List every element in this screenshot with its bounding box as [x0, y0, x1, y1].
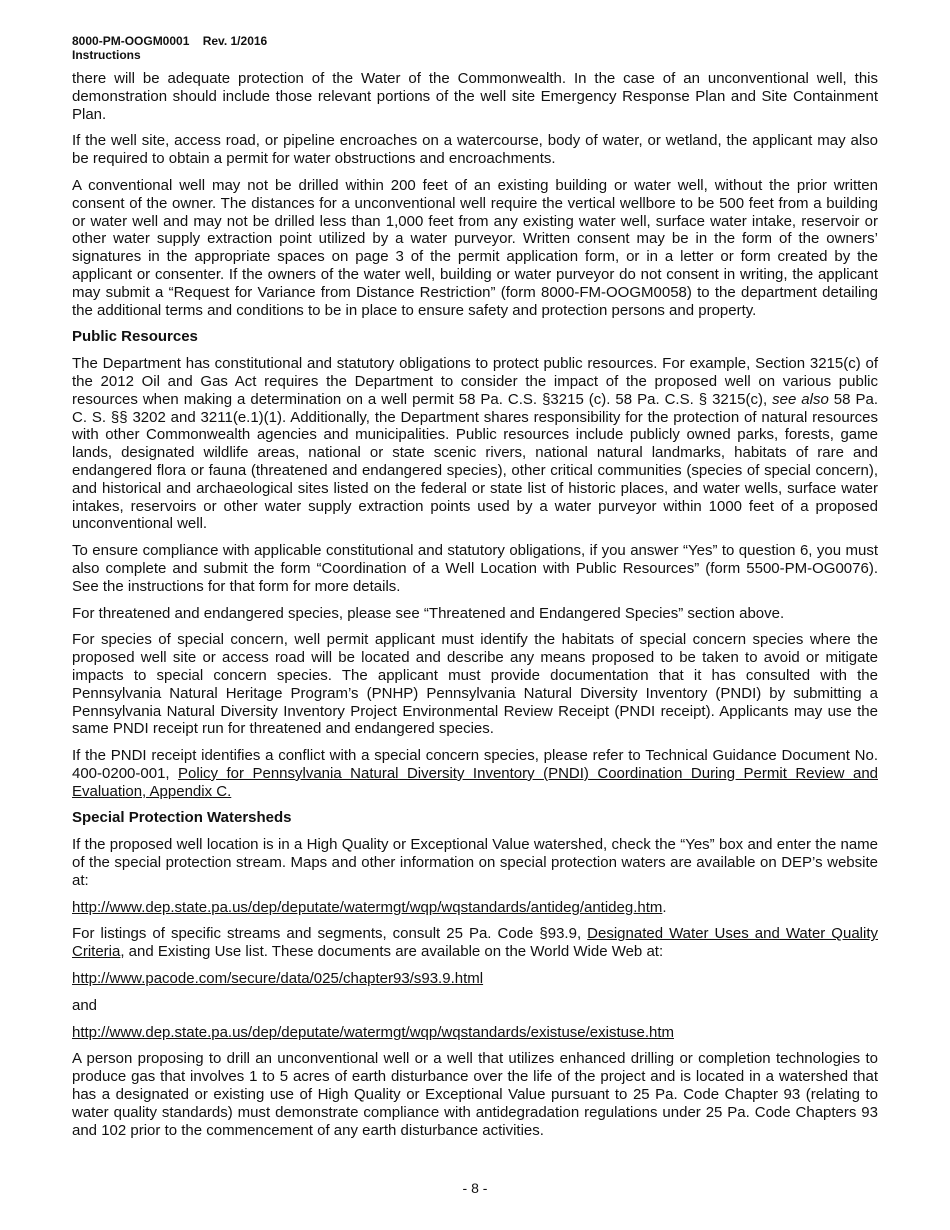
document-body	[72, 70, 878, 1148]
document-header	[72, 34, 267, 62]
paragraph-special-concern: For species of special concern, well permit applicant must identify the habitats of special concern species where the proposed well site or access road will be located and describe any means proposed to be taken to avoid or mitigate impacts to special concern species. The applicant must provide documentation that it has consulted with the Pennsylvania Natural Heritage Program’s (PNHP) Pennsylvania Natural Diversity Inventory (PNDI) by submitting a Pennsylvania Natural Diversity Inventory Project Environmental Review Receipt (PNDI receipt). Applicants may use the same PNDI receipt run for threatened and endangered species.	[72, 631, 878, 738]
page-number: - 8 -	[462, 1180, 488, 1196]
antideg-link-period: .	[662, 898, 667, 916]
heading-special-protection-watersheds: Special Protection Watersheds	[72, 809, 292, 827]
paragraph-compliance: To ensure compliance with applicable constitutional and statutory obligations, if you answer “Yes” to question 6, you must also complete and submit the form “Coordination of a Well Location with Public Resources” (form 5500-PM-OG0076). See the instructions for that form for more details.	[72, 542, 878, 595]
see-also-emphasis: see also	[772, 390, 829, 408]
antideg-url-line	[72, 899, 878, 917]
paragraph-distance-restrictions: A conventional well may not be drilled within 200 feet of an existing building or water well, without the prior written consent of the owner. The distances for a unconventional well require the vertical wellbore to be 500 feet from a building or water well and may not be drilled less than 1,000 feet from any existing water well, surface water intake, reservoir or other water supply extraction point utilized by a water purveyor. Written consent may be in the form of the owners’ signatures in the appropriate spaces on page 3 of the permit application form, or in a letter or form created by the applicant or consenter. If the owners of the water well, building or water purveyor do not consent in writing, the applicant may submit a “Request for Variance from Distance Restriction” (form 8000-FM-OOGM0058) to the department detailing the additional terms and conditions to be in place to ensure safety and protection persons and property.	[72, 176, 878, 319]
paragraph-stream-listings	[72, 925, 878, 961]
stream-listings-text-b: , and Existing Use list. These documents are available on the World Wide Web at:	[120, 943, 664, 961]
pndi-policy-link[interactable]: Policy for Pennsylvania Natural Diversity Inventory (PNDI) Coordination During Permit Review and Evaluation, Appendix C.	[72, 764, 878, 800]
pacode-url-line	[72, 970, 878, 988]
paragraph-encroachments: If the well site, access road, or pipeline encroaches on a watercourse, body of water, or wetland, the applicant may also be required to obtain a permit for water obstructions and encroachments.	[72, 132, 878, 168]
existuse-link[interactable]: http://www.dep.state.pa.us/dep/deputate/watermgt/wqp/wqstandards/existuse/existuse.htm	[72, 1023, 674, 1041]
paragraph-watershed: If the proposed well location is in a High Quality or Exceptional Value watershed, check the “Yes” box and enter the name of the special protection stream. Maps and other information on special protection waters are available on DEP’s website at:	[72, 836, 878, 889]
section-label: Instructions	[72, 48, 141, 62]
and-text: and	[72, 996, 98, 1014]
heading-public-resources: Public Resources	[72, 328, 198, 346]
paragraph-pndi-conflict	[72, 747, 878, 800]
existuse-url-line	[72, 1024, 878, 1042]
paragraph-water-protection: there will be adequate protection of the Water of the Commonwealth. In the case of an unconventional well, this demonstration should include those relevant portions of the well site Emergency Response Plan and Site Containment Plan.	[72, 70, 878, 123]
form-number: 8000-PM-OOGM0001 Rev. 1/2016	[72, 34, 268, 48]
paragraph-public-resources	[72, 355, 878, 533]
pndi-conflict-text: If the PNDI receipt identifies a conflict with a special concern species, please refer to Technical Guidance Document No. 400-0200-001,	[72, 747, 878, 782]
public-resources-text-a: The Department has constitutional and statutory obligations to protect public resources. For example, Section 3215(c) of the 2012 Oil and Gas Act requires the Department to consider the impact of the proposed well on various public resources when making a determination on a well permit 58 Pa. C.S. §3215 (c). 58 Pa. C.S. § 3215(c),	[72, 355, 878, 408]
antideg-link[interactable]: http://www.dep.state.pa.us/dep/deputate/watermgt/wqp/wqstandards/antideg/antideg.htm	[72, 898, 663, 916]
stream-listings-text-a: For listings of specific streams and segments, consult 25 Pa. Code §93.9,	[72, 925, 588, 943]
paragraph-threatened-species: For threatened and endangered species, please see “Threatened and Endangered Species” section above.	[72, 604, 785, 622]
paragraph-antidegradation: A person proposing to drill an unconventional well or a well that utilizes enhanced drilling or completion technologies to produce gas that involves 1 to 5 acres of earth disturbance over the life of the project and is located in a watershed that has a designated or existing use of High Quality or Exceptional Value pursuant to 25 Pa. Code Chapter 93 (relating to water quality standards) must demonstrate compliance with antidegradation regulations under 25 Pa. Code Chapters 93 and 102 prior to the commencement of any earth disturbance activities.	[72, 1050, 878, 1139]
designated-water-uses-link[interactable]: Designated Water Uses and Water Quality Criteria	[72, 925, 878, 961]
pacode-link[interactable]: http://www.pacode.com/secure/data/025/chapter93/s93.9.html	[72, 970, 484, 988]
public-resources-text-b: 58 Pa. C. S. §§ 3202 and 3211(e.1)(1). Additionally, the Department shares responsibility for the protection of natural resources with other Commonwealth agencies and municipalities. Public resources include publicly owned parks, forests, game lands, designated wildlife areas, national or state scenic rivers, national natural landmarks, habitats of rare and endangered flora or fauna (threatened and endangered species), other critical communities (species of special concern), and historical and archaeological sites listed on the federal or state list of historic places, and water wells, surface water intakes, reservoirs or other water supply extraction points used by a water purveyor within 1000 feet of a proposed unconventional well.	[72, 390, 878, 533]
